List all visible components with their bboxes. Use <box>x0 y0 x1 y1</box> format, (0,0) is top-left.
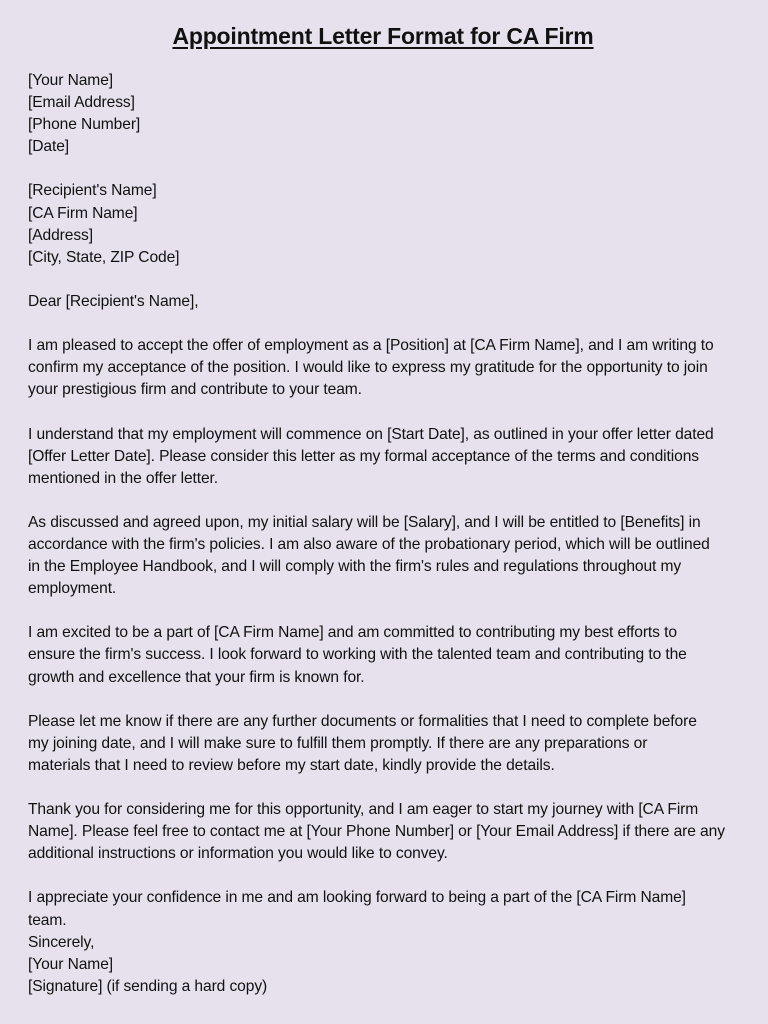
closing-block <box>28 887 760 997</box>
paragraph-line: growth and excellence that your firm is known for. <box>28 668 365 686</box>
salutation-block <box>28 291 760 313</box>
sender-phone: [Phone Number] <box>28 116 141 134</box>
closing-line: I appreciate your confidence in me and am looking forward to being a part of the [CA Firm Name] <box>28 889 686 907</box>
paragraph-1 <box>28 335 760 401</box>
recipient-firm: [CA Firm Name] <box>28 204 138 222</box>
paragraph-line: my joining date, and I will make sure to fulfill them promptly. If there are any preparations or <box>28 734 648 752</box>
recipient-block <box>28 180 760 268</box>
paragraph-line: [Offer Letter Date]. Please consider this letter as my formal acceptance of the terms and conditions <box>28 447 699 465</box>
paragraph-line: Thank you for considering me for this opportunity, and I am eager to start my journey with [CA Firm <box>28 801 699 819</box>
sender-block <box>28 70 760 158</box>
paragraph-line: I am pleased to accept the offer of employment as a [Position] at [CA Firm Name], and I am writing to <box>28 337 714 355</box>
recipient-city: [City, State, ZIP Code] <box>28 248 180 266</box>
recipient-name: [Recipient's Name] <box>28 182 157 200</box>
sender-name: [Your Name] <box>28 72 114 89</box>
paragraph-line: in the Employee Handbook, and I will comply with the firm's rules and regulations throughout my <box>28 558 682 576</box>
paragraph-3 <box>28 512 760 600</box>
paragraph-4 <box>28 622 760 688</box>
document-title: Appointment Letter Format for CA Firm <box>172 23 594 49</box>
closing-line: team. <box>28 911 67 929</box>
paragraph-line: As discussed and agreed upon, my initial salary will be [Salary], and I will be entitled to [Benefits] in <box>28 513 701 531</box>
sender-email: [Email Address] <box>28 94 135 112</box>
paragraph-line: additional instructions or information you would like to convey. <box>28 845 448 863</box>
paragraph-line: Name]. Please feel free to contact me at [Your Phone Number] or [Your Email Address] if there are any <box>28 823 725 841</box>
signature-line: [Signature] (if sending a hard copy) <box>28 977 268 995</box>
recipient-address: [Address] <box>28 226 93 244</box>
paragraph-line: I understand that my employment will commence on [Start Date], as outlined in your offer letter dated <box>28 425 714 443</box>
paragraph-line: your prestigious firm and contribute to your team. <box>28 381 362 399</box>
paragraph-line: I am excited to be a part of [CA Firm Name] and am committed to contributing my best efforts to <box>28 624 677 642</box>
paragraph-5 <box>28 711 760 777</box>
paragraph-line: materials that I need to review before my start date, kindly provide the details. <box>28 756 555 774</box>
paragraph-line: ensure the firm's success. I look forward to working with the talented team and contributing to the <box>28 646 687 664</box>
paragraph-line: accordance with the firm's policies. I am also aware of the probationary period, which will be outlined <box>28 535 710 553</box>
paragraph-line: employment. <box>28 580 117 598</box>
paragraph-line: confirm my acceptance of the position. I would like to express my gratitude for the opportunity to join <box>28 359 708 377</box>
paragraph-line: mentioned in the offer letter. <box>28 469 219 487</box>
paragraph-2 <box>28 424 760 490</box>
paragraph-6 <box>28 799 760 865</box>
signoff: Sincerely, <box>28 933 95 951</box>
signer-name: [Your Name] <box>28 955 114 973</box>
salutation: Dear [Recipient's Name], <box>28 292 199 310</box>
letter-date: [Date] <box>28 138 70 156</box>
paragraph-line: Please let me know if there are any further documents or formalities that I need to complete before <box>28 712 697 730</box>
